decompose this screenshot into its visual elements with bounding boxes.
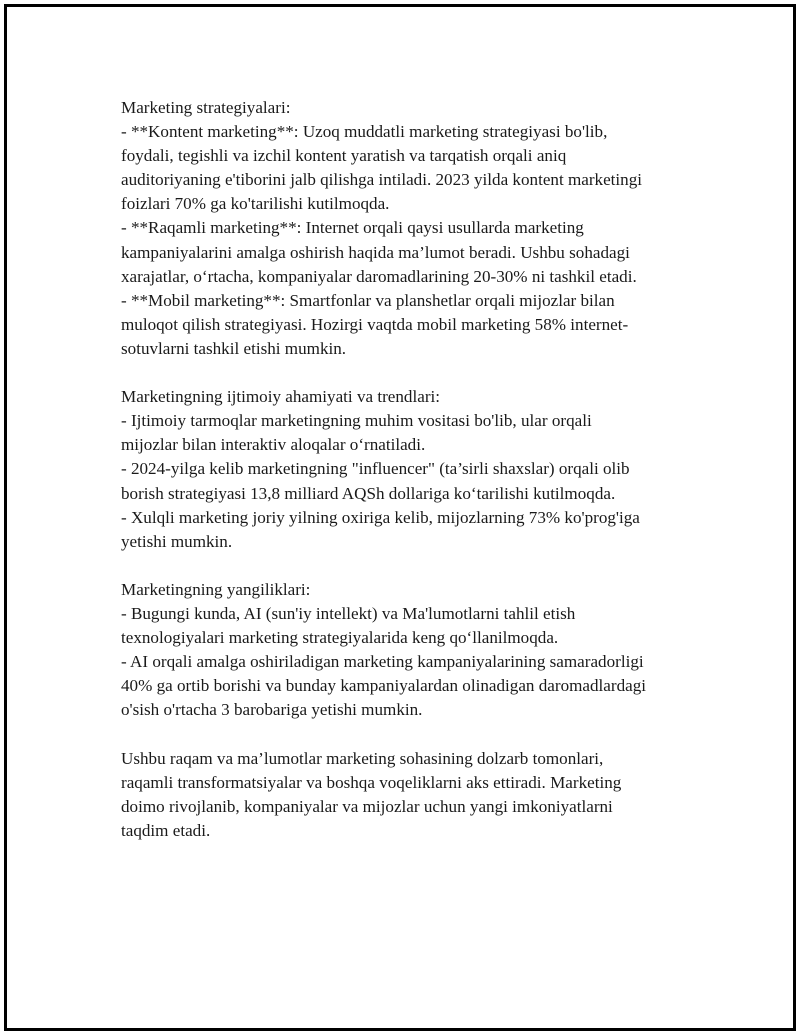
text-line: texnologiyalari marketing strategiyalarida keng qo‘llanilmoqda. [121,628,559,648]
paragraph-spacer [121,554,701,578]
text-line: kampaniyalarini amalga oshirish haqida ma’lumot beradi. Ushbu sohadagi [121,242,630,262]
text-line: - **Kontent marketing**: Uzoq muddatli marketing strategiyasi bo'lib, [121,122,608,142]
text-line: 40% ga ortib borishi va bunday kampaniyalardan olinadigan daromadlardagi [121,676,646,696]
section-heading: Marketingning ijtimoiy ahamiyati va trendlari: [121,387,441,407]
text-line: - 2024-yilga kelib marketingning "influencer" (ta’sirli shaxslar) orqali olib [121,459,630,479]
text-line: muloqot qilish strategiyasi. Hozirgi vaqtda mobil marketing 58% internet- [121,314,629,334]
section-marketing-news [121,578,701,723]
text-line: - **Mobil marketing**: Smartfonlar va planshetlar orqali mijozlar bilan [121,290,615,310]
text-line: - Xulqli marketing joriy yilning oxiriga kelib, mijozlarning 73% ko'prog'iga [121,507,640,527]
document-body [121,96,701,843]
text-line: sotuvlarni tashkil etishi mumkin. [121,338,347,358]
section-marketing-strategies [121,96,701,361]
text-line: foizlari 70% ga ko'tarilishi kutilmoqda. [121,194,390,214]
paragraph-spacer [121,361,701,385]
text-line: - AI orqali amalga oshiriladigan marketing kampaniyalarining samaradorligi [121,652,644,672]
text-line: o'sish o'rtacha 3 barobariga yetishi mumkin. [121,700,423,720]
text-line: xarajatlar, o‘rtacha, kompaniyalar daromadlarining 20-30% ni tashkil etadi. [121,266,637,286]
text-line: - **Raqamli marketing**: Internet orqali qaysi usullarda marketing [121,218,584,238]
text-line: auditoriyaning e'tiborini jalb qilishga intiladi. 2023 yilda kontent marketingi [121,170,643,190]
text-line: raqamli transformatsiyalar va boshqa voqeliklarni aks ettiradi. Marketing [121,772,622,792]
text-line: yetishi mumkin. [121,531,233,551]
text-line: borish strategiyasi 13,8 milliard AQSh dollariga ko‘tarilishi kutilmoqda. [121,483,616,503]
text-line: foydali, tegishli va izchil kontent yaratish va tarqatish orqali aniq [121,146,567,166]
text-line: taqdim etadi. [121,820,211,840]
text-line: - Ijtimoiy tarmoqlar marketingning muhim vositasi bo'lib, ular orqali [121,411,592,431]
section-conclusion [121,747,701,843]
text-line: - Bugungi kunda, AI (sun'iy intellekt) va Ma'lumotlarni tahlil etish [121,603,576,623]
page-frame [4,4,796,1031]
section-heading: Marketingning yangiliklari: [121,579,311,599]
text-line: Ushbu raqam va ma’lumotlar marketing sohasining dolzarb tomonlari, [121,748,604,768]
section-heading: Marketing strategiyalari: [121,98,291,117]
text-line: mijozlar bilan interaktiv aloqalar o‘rnatiladi. [121,435,426,455]
text-line: doimo rivojlanib, kompaniyalar va mijozlar uchun yangi imkoniyatlarni [121,796,613,816]
section-social-significance-trends [121,385,701,554]
paragraph-spacer [121,722,701,746]
